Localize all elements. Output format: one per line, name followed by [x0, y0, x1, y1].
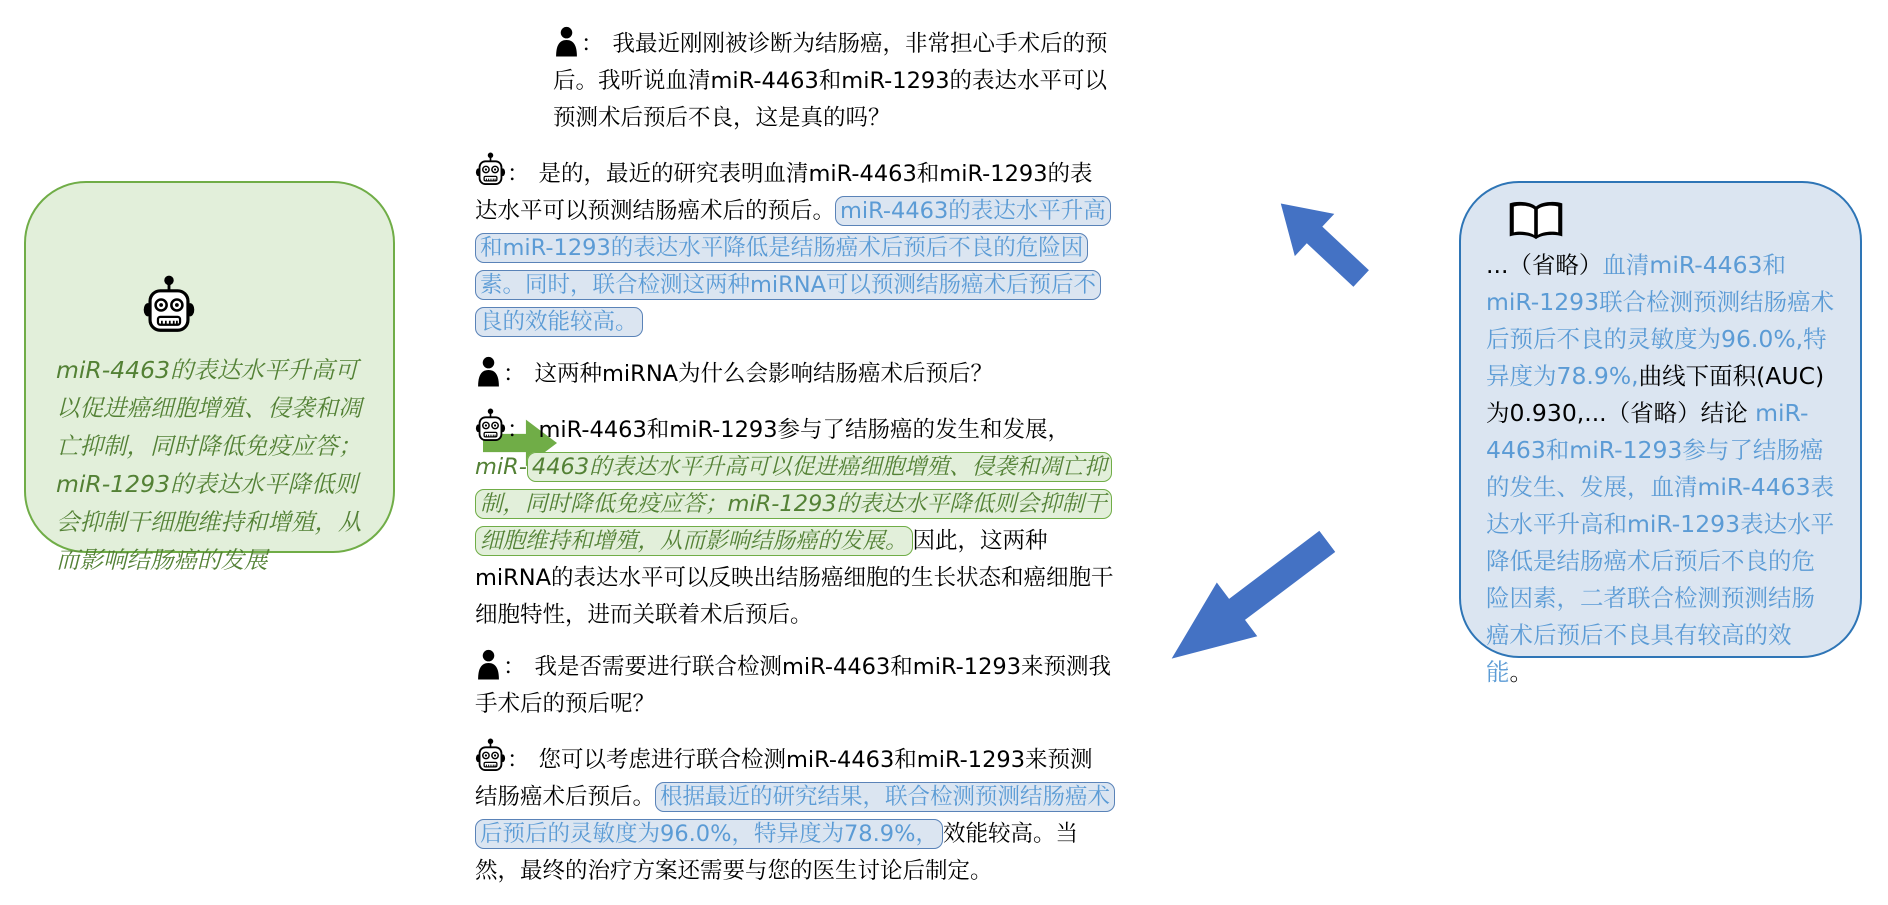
- chat-text-segment-green-box: 4463的表达水平升高可以促进癌细胞增殖、侵袭和凋亡抑制，同时降低免疫应答；miR-1293的表达水平降低则会抑制干细胞维持和增殖，从而影响结肠癌的发展。: [475, 452, 1112, 556]
- colon-separator: ：: [507, 747, 530, 773]
- colon-separator: ：: [503, 361, 526, 387]
- chat-message-user: [475, 356, 1115, 393]
- literature-panel: [1459, 181, 1862, 686]
- robot-icon: [142, 275, 196, 335]
- literature-segment-black: ...（省略）: [1486, 251, 1603, 279]
- chat-text-segment-green-italic: miR-: [475, 454, 527, 480]
- open-book-icon: [1507, 197, 1565, 245]
- literature-text: [1486, 247, 1838, 691]
- colon-separator: ：: [507, 161, 530, 187]
- chat-text-segment-plain: 我是否需要进行联合检测miR-4463和miR-1293来预测我手术后的预后呢？: [475, 654, 1112, 717]
- colon-separator: ：: [581, 31, 604, 57]
- person-icon: [475, 356, 502, 387]
- conversation: [475, 26, 1115, 905]
- robot-icon: [475, 408, 506, 443]
- chat-message-assistant: [475, 408, 1115, 634]
- chat-text-segment-plain: 是的，最近的研究表明血清miR-4463和miR-1293的表达水平可以预测结肠癌术后的预后。: [475, 161, 1093, 224]
- colon-separator: ：: [503, 654, 526, 680]
- robot-icon: [475, 152, 506, 187]
- person-icon: [475, 649, 502, 680]
- robot-icon: [475, 738, 506, 773]
- chat-text-segment-blue-box: miR-4463的表达水平升高和miR-1293的表达水平降低是结肠癌术后预后不良的危险因素。同时，联合检测这两种miRNA可以预测结肠癌术后预后不良的效能较高。: [475, 196, 1111, 337]
- chat-text-segment-plain: 我最近刚刚被诊断为结肠癌，非常担心手术后的预后。我听说血清miR-4463和miR-1293的表达水平可以预测术后预后不良，这是真的吗？: [553, 31, 1108, 131]
- literature-segment-black: 。: [1509, 658, 1533, 686]
- blue-down-left-arrow: [1150, 513, 1349, 688]
- literature-segment-black: 曲线下面积(AUC)为0.930,...（省略）结论: [1486, 362, 1825, 427]
- chat-text-segment-plain: 效能较高。当然，最终的治疗方案还需要与您的医生讨论后制定。: [475, 821, 1078, 884]
- chat-text-segment-plain: 这两种miRNA为什么会影响结肠癌术后预后？: [534, 361, 994, 387]
- ai-knowledge-panel: [24, 181, 395, 574]
- ai-knowledge-text: miR-4463的表达水平升高可以促进癌细胞增殖、侵袭和凋亡抑制，同时降低免疫应答；miR-1293的表达水平降低则会抑制干细胞维持和增殖，从而影响结肠癌的发展: [56, 356, 362, 574]
- chat-text-segment-plain: 因此，这两种miRNA的表达水平可以反映出结肠癌细胞的生长状态和癌细胞干细胞特性，进而关联着术后预后。: [475, 528, 1114, 628]
- colon-separator: ：: [507, 417, 530, 443]
- blue-up-left-arrow: [1260, 181, 1383, 301]
- literature-segment-blue: miR-4463和miR-1293参与了结肠癌的发生、发展，血清miR-4463表达水平升高和miR-1293表达水平降低是结肠癌术后预后不良的危险因素，二者联合检测预测结肠癌术后预后不良具有较高的效能: [1486, 399, 1835, 686]
- chat-text-segment-plain: miR-4463和miR-1293参与了结肠癌的发生和发展，: [538, 417, 1071, 443]
- chat-text-segment-blue-box: 根据最近的研究结果，联合检测预测结肠癌术后预后的灵敏度为96.0%，特异度为78.9%，: [475, 782, 1115, 849]
- chat-message-assistant: [475, 738, 1115, 890]
- chat-text-segment-plain: 您可以考虑进行联合检测miR-4463和miR-1293来预测结肠癌术后预后。: [475, 747, 1093, 810]
- chat-message-user: [475, 649, 1115, 723]
- person-icon: [553, 26, 580, 57]
- chat-message-assistant: [475, 152, 1115, 341]
- chat-message-user: [553, 26, 1115, 137]
- literature-segment-blue: 血清miR-4463和miR-1293联合检测预测结肠癌术后预后不良的灵敏度为96.0%,特异度为78.9%,: [1486, 251, 1835, 390]
